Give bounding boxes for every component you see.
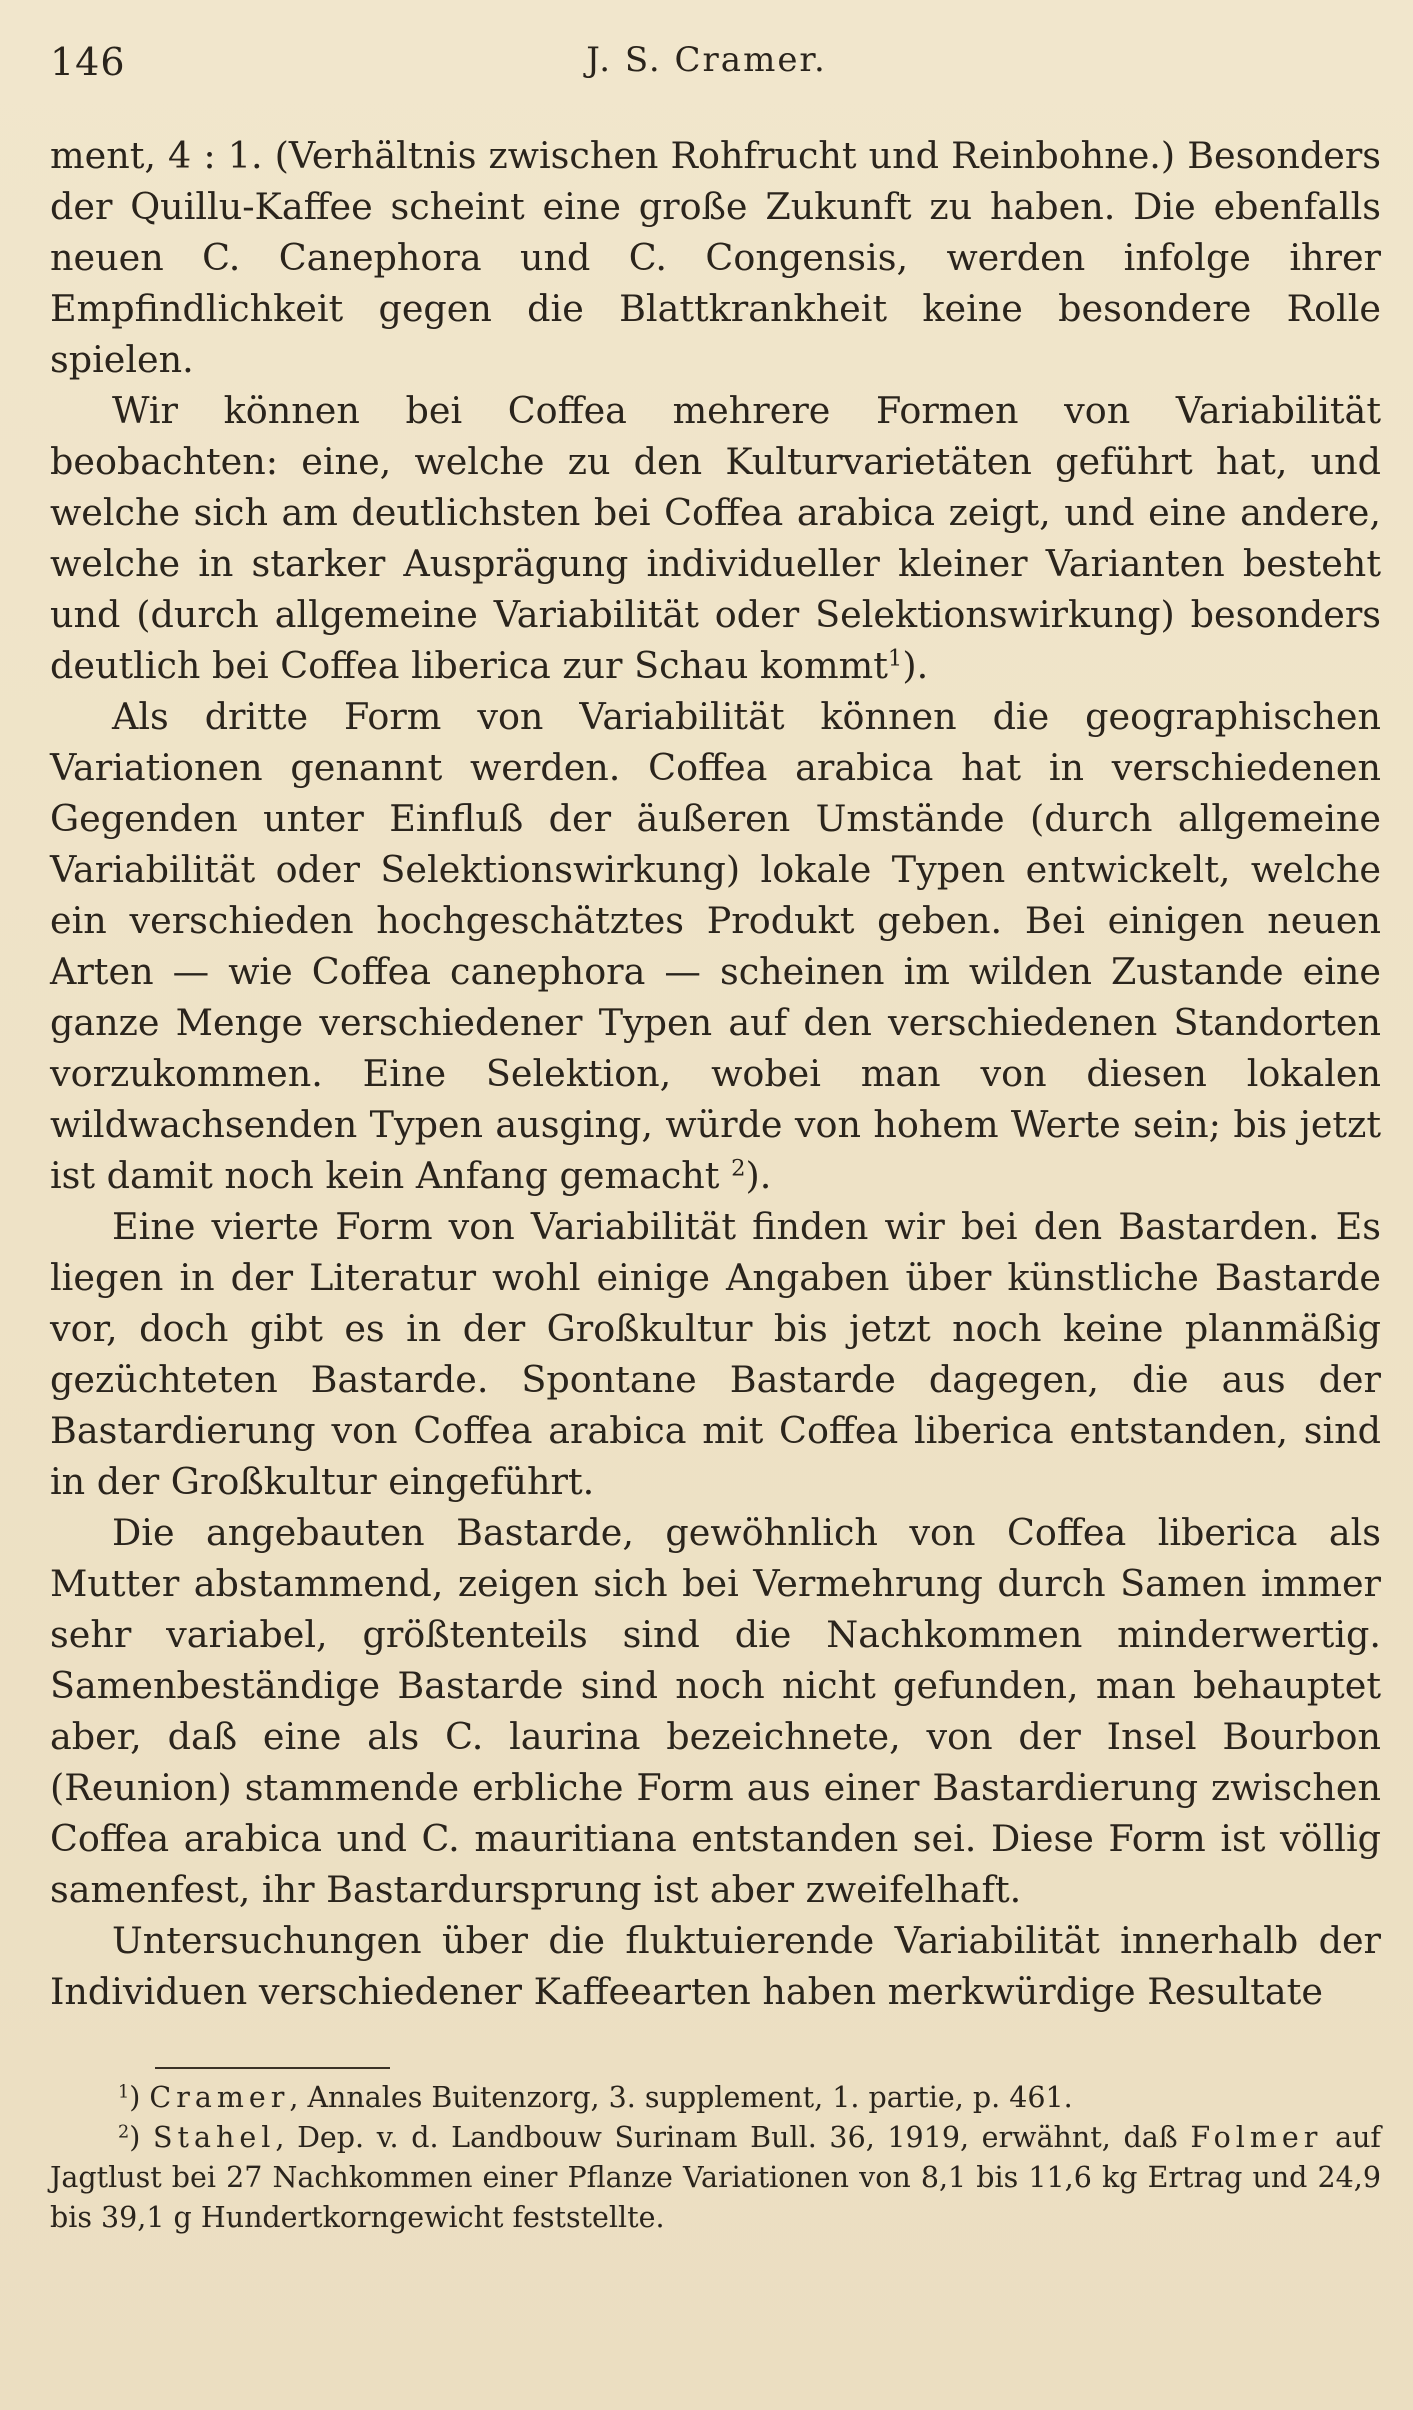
footnote-1: $^1$) Cramer, Annales Buitenzorg, 3. supplement, 1. partie, p. 461. [118, 2081, 1073, 2114]
running-head: J. S. Cramer. [586, 40, 827, 80]
page-number: 146 [50, 40, 126, 84]
footnote-divider [155, 2067, 390, 2069]
footnote-author: Folmer [1190, 2121, 1323, 2154]
footnote-author: Cramer [149, 2081, 290, 2114]
footnote-marker-1: 1 [118, 2082, 130, 2103]
footnote-marker-2: 2 [118, 2122, 130, 2143]
footnotes [50, 2078, 1381, 2238]
paragraph-1: ment, 4 : 1. (Verhältnis zwischen Rohfrucht und Reinbohne.) Besonders der Quillu-Kaffee scheint eine große Zukunft zu haben. Die ebenfalls neuen C. Canephora und C. Congensis, werden infolge ihrer Empfindlichkeit gegen die Blattkrankheit keine besondere Rolle spielen. [50, 134, 1381, 381]
footnote-author: Stahel [153, 2121, 276, 2154]
page-header [50, 40, 1363, 100]
paragraph-5: Die angebauten Bastarde, gewöhnlich von Coffea liberica als Mutter abstammend, zeigen sich bei Vermehrung durch Samen immer sehr variabel, größtenteils sind die Nachkommen minderwertig. Samenbeständige Bastarde sind noch nicht gefunden, man behauptet aber, daß eine als C. laurina bezeichnete, von der Insel Bourbon (Reunion) stammende erbliche Form aus einer Bastardierung zwischen Coffea arabica und C. mauritiana entstanden sei. Diese Form ist völlig samenfest, ihr Bastardursprung ist aber zweifelhaft. [50, 1511, 1381, 1911]
paragraph-6: Untersuchungen über die fluktuierende Variabilität innerhalb der Individuen verschiedener Kaffeearten haben merkwürdige Resultate [50, 1919, 1381, 2013]
footnote-ref-1[interactable]: 1 [887, 645, 903, 672]
paragraph-4: Eine vierte Form von Variabilität finden wir bei den Bastarden. Es liegen in der Literatur wohl einige Angaben über künstliche Bastarde vor, doch gibt es in der Großkultur bis jetzt noch keine planmäßig gezüchteten Bastarde. Spontane Bastarde dagegen, die aus der Bastardierung von Coffea arabica mit Coffea liberica entstanden, sind in der Großkultur eingeführt. [50, 1205, 1381, 1503]
body-text [50, 130, 1381, 2017]
footnote-ref-2[interactable]: 2 [731, 1155, 746, 1182]
paragraph-2: Wir können bei Coffea mehrere Formen von Variabilität beobachten: eine, welche zu den Kulturvarietäten geführt hat, und welche sich am deutlichsten bei Coffea arabica zeigt, und eine andere, welche in starker Ausprägung individueller kleiner Varianten besteht und (durch allgemeine Variabilität oder Selektionswirkung) besonders deutlich bei Coffea liberica zur Schau kommt$^1$). [50, 389, 1381, 687]
footnote-2: $^2$) Stahel, Dep. v. d. Landbouw Surinam Bull. 36, 1919, erwähnt, daß Folmer auf Jagtlust bei 27 Nachkommen einer Pflanze Variationen von 8,1 bis 11,6 kg Ertrag und 24,9 bis 39,1 g Hundertkorngewicht feststellte. [50, 2121, 1381, 2234]
paragraph-3: Als dritte Form von Variabilität können die geographischen Variationen genannt werden. Coffea arabica hat in verschiedenen Gegenden unter Einfluß der äußeren Umstände (durch allgemeine Variabilität oder Selektionswirkung) lokale Typen entwickelt, welche ein verschieden hochgeschätztes Produkt geben. Bei einigen neuen Arten — wie Coffea canephora — scheinen im wilden Zustande eine ganze Menge verschiedener Typen auf den verschiedenen Standorten vorzukommen. Eine Selektion, wobei man von diesen lokalen wildwachsenden Typen ausging, würde von hohem Werte sein; bis jetzt ist damit noch kein Anfang gemacht $^2$). [50, 695, 1381, 1197]
